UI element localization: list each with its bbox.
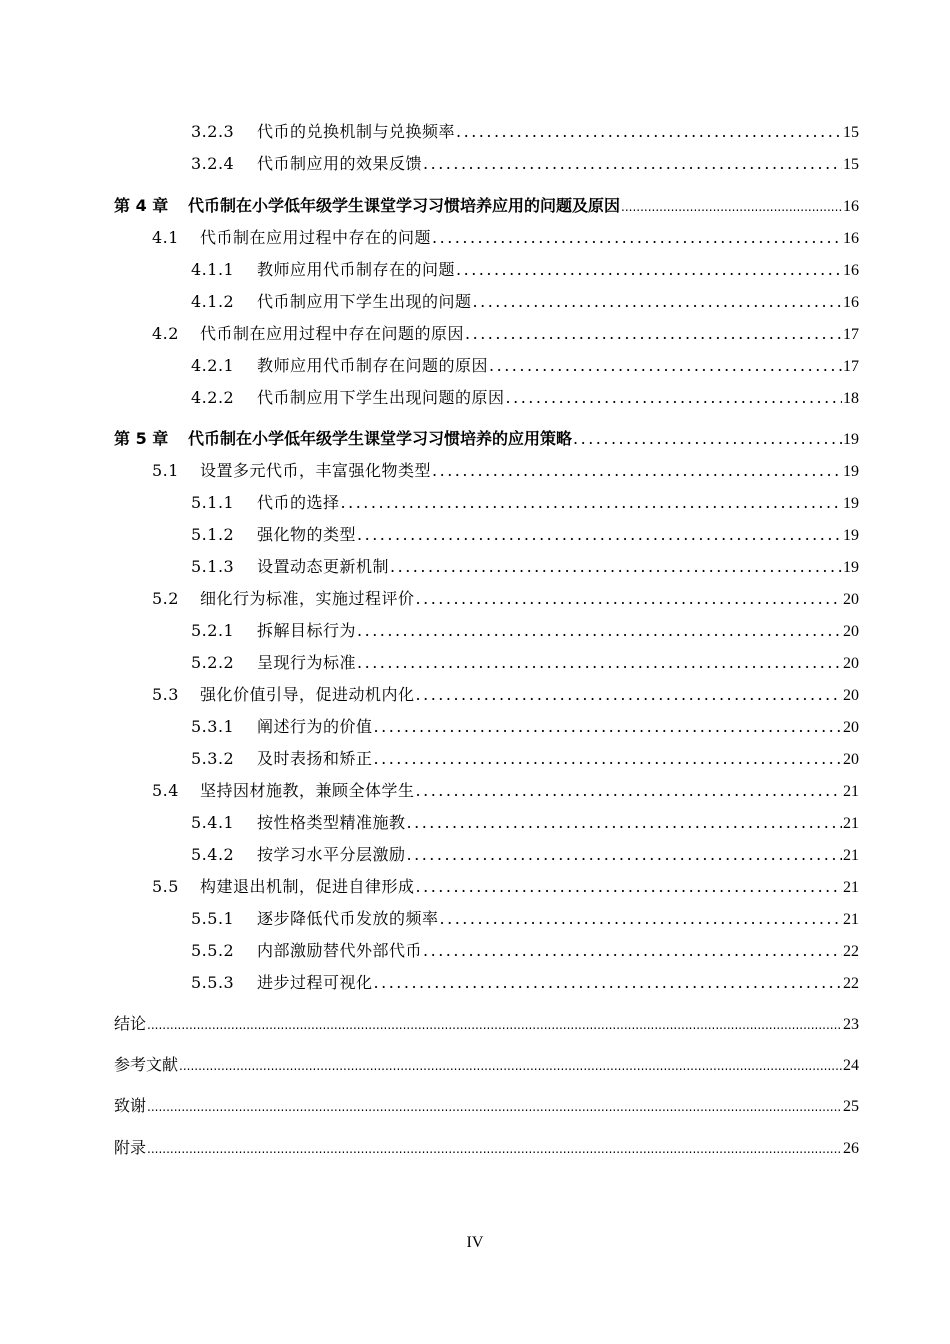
dot-leader bbox=[432, 226, 842, 250]
toc-entry[interactable] bbox=[0, 523, 950, 547]
toc-entry[interactable] bbox=[0, 875, 950, 899]
toc-entry-number: 5.5.2 bbox=[191, 941, 235, 960]
toc-chapter-entry[interactable] bbox=[0, 427, 950, 451]
dot-leader bbox=[374, 747, 842, 771]
toc-entry-number: 5.2 bbox=[152, 589, 179, 608]
toc-entry-number: 5.5 bbox=[152, 877, 179, 896]
toc-entry-page: 20 bbox=[843, 623, 859, 640]
toc-entry-number: 5.1 bbox=[152, 461, 179, 480]
toc-entry-title: 结论 bbox=[114, 1014, 147, 1033]
dot-leader bbox=[357, 523, 842, 547]
dot-leader bbox=[147, 1094, 842, 1119]
toc-entry-title: 强化价值引导，促进动机内化 bbox=[200, 685, 415, 704]
dot-leader bbox=[456, 258, 842, 282]
toc-entry-title: 按学习水平分层激励 bbox=[257, 845, 406, 864]
toc-entry-title: 细化行为标准，实施过程评价 bbox=[200, 589, 415, 608]
toc-entry-page: 17 bbox=[843, 358, 859, 375]
toc-entry-page: 19 bbox=[843, 495, 859, 512]
toc-entry-number: 5.1.1 bbox=[191, 493, 235, 512]
toc-entry[interactable] bbox=[0, 971, 950, 995]
toc-entry[interactable] bbox=[0, 619, 950, 643]
toc-entry-title: 参考文献 bbox=[114, 1055, 179, 1074]
toc-entry[interactable] bbox=[0, 587, 950, 611]
toc-entry-page: 20 bbox=[843, 687, 859, 704]
toc-entry-page: 22 bbox=[843, 943, 859, 960]
toc-entry-page: 15 bbox=[843, 124, 859, 141]
toc-entry[interactable] bbox=[0, 939, 950, 963]
toc-entry-number: 5.5.1 bbox=[191, 909, 235, 928]
dot-leader bbox=[465, 322, 842, 346]
dot-leader bbox=[341, 491, 842, 515]
dot-leader bbox=[621, 194, 842, 219]
toc-entry-page: 20 bbox=[843, 591, 859, 608]
dot-leader bbox=[432, 459, 842, 483]
toc-entry-page: 15 bbox=[843, 156, 859, 173]
dot-leader bbox=[473, 290, 842, 314]
dot-leader bbox=[416, 683, 842, 707]
toc-entry-title: 代币制在应用过程中存在问题的原因 bbox=[200, 324, 465, 343]
toc-entry[interactable] bbox=[0, 651, 950, 675]
toc-entry-title: 坚持因材施教，兼顾全体学生 bbox=[200, 781, 415, 800]
toc-entry-number: 3.2.4 bbox=[191, 154, 235, 173]
toc-entry-number: 4.1.1 bbox=[191, 260, 235, 279]
toc-entry-number: 4.2 bbox=[152, 324, 179, 343]
dot-leader bbox=[374, 971, 842, 995]
dot-leader bbox=[357, 651, 842, 675]
dot-leader bbox=[423, 939, 842, 963]
toc-entry[interactable] bbox=[0, 459, 950, 483]
chapter-title: 代币制在小学低年级学生课堂学习习惯培养应用的问题及原因 bbox=[188, 196, 621, 215]
dot-leader bbox=[407, 811, 842, 835]
toc-entry-number: 5.4 bbox=[152, 781, 179, 800]
dot-leader bbox=[489, 354, 842, 378]
toc-entry-number: 5.4.1 bbox=[191, 813, 235, 832]
toc-entry-title: 进步过程可视化 bbox=[257, 973, 373, 992]
toc-entry[interactable] bbox=[0, 290, 950, 314]
toc-entry[interactable] bbox=[0, 354, 950, 378]
toc-back-entry-appendix[interactable] bbox=[0, 1136, 950, 1160]
toc-back-entry-conclusion[interactable] bbox=[0, 1012, 950, 1036]
dot-leader bbox=[147, 1012, 842, 1037]
toc-entry-page: 25 bbox=[843, 1098, 859, 1115]
toc-chapter-entry[interactable] bbox=[0, 194, 950, 218]
toc-entry-title: 代币制应用下学生出现的问题 bbox=[257, 292, 472, 311]
toc-entry-number: 5.1.3 bbox=[191, 557, 235, 576]
toc-entry-title: 代币制应用的效果反馈 bbox=[257, 154, 423, 173]
toc-entry-number: 5.3.2 bbox=[191, 749, 235, 768]
toc-entry-number: 5.3 bbox=[152, 685, 179, 704]
toc-entry-page: 20 bbox=[843, 719, 859, 736]
dot-leader bbox=[374, 715, 842, 739]
toc-entry-title: 内部激励替代外部代币 bbox=[257, 941, 423, 960]
dot-leader bbox=[423, 152, 842, 176]
toc-entry-page: 19 bbox=[843, 431, 859, 448]
toc-entry-number: 5.2.1 bbox=[191, 621, 235, 640]
toc-entry-title: 拆解目标行为 bbox=[257, 621, 357, 640]
toc-entry-number: 4.2.2 bbox=[191, 388, 235, 407]
toc-entry-number: 4.2.1 bbox=[191, 356, 235, 375]
toc-entry-number: 5.3.1 bbox=[191, 717, 235, 736]
toc-entry-title: 代币的选择 bbox=[257, 493, 340, 512]
toc-entry-title: 设置多元代币，丰富强化物类型 bbox=[200, 461, 432, 480]
toc-entry-page: 26 bbox=[843, 1140, 859, 1157]
dot-leader bbox=[573, 427, 842, 451]
toc-entry-title: 逐步降低代币发放的频率 bbox=[257, 909, 439, 928]
toc-entry-number: 5.2.2 bbox=[191, 653, 235, 672]
toc-entry[interactable] bbox=[0, 555, 950, 579]
chapter-title: 代币制在小学低年级学生课堂学习习惯培养的应用策略 bbox=[188, 429, 573, 448]
toc-entry[interactable] bbox=[0, 907, 950, 931]
toc-entry-title: 代币的兑换机制与兑换频率 bbox=[257, 122, 456, 141]
dot-leader bbox=[416, 875, 842, 899]
toc-entry-number: 4.1 bbox=[152, 228, 179, 247]
dot-leader bbox=[456, 120, 842, 144]
toc-entry-title: 代币制在应用过程中存在的问题 bbox=[200, 228, 432, 247]
toc-entry[interactable] bbox=[0, 258, 950, 282]
toc-entry-page: 21 bbox=[843, 815, 859, 832]
toc-entry-title: 代币制应用下学生出现问题的原因 bbox=[257, 388, 505, 407]
toc-entry-title: 教师应用代币制存在的问题 bbox=[257, 260, 456, 279]
toc-entry-page: 20 bbox=[843, 655, 859, 672]
toc-entry-page: 19 bbox=[843, 527, 859, 544]
dot-leader bbox=[416, 779, 842, 803]
toc-entry-title: 教师应用代币制存在问题的原因 bbox=[257, 356, 489, 375]
toc-entry-title: 呈现行为标准 bbox=[257, 653, 357, 672]
toc-entry-title: 及时表扬和矫正 bbox=[257, 749, 373, 768]
chapter-number: 第 5 章 bbox=[114, 429, 169, 448]
dot-leader bbox=[506, 386, 842, 410]
toc-entry-page: 19 bbox=[843, 559, 859, 576]
toc-back-entry-acknowledgements[interactable] bbox=[0, 1094, 950, 1118]
toc-entry[interactable] bbox=[0, 152, 950, 176]
toc-entry[interactable] bbox=[0, 226, 950, 250]
toc-entry-title: 致谢 bbox=[114, 1096, 147, 1115]
toc-entry-page: 22 bbox=[843, 975, 859, 992]
toc-entry-page: 16 bbox=[843, 294, 859, 311]
toc-entry-title: 按性格类型精准施教 bbox=[257, 813, 406, 832]
toc-entry[interactable] bbox=[0, 386, 950, 410]
toc-entry-title: 附录 bbox=[114, 1138, 147, 1157]
toc-entry-page: 24 bbox=[843, 1057, 859, 1074]
toc-entry-number: 3.2.3 bbox=[191, 122, 235, 141]
toc-entry[interactable] bbox=[0, 811, 950, 835]
dot-leader bbox=[407, 843, 842, 867]
toc-entry[interactable] bbox=[0, 747, 950, 771]
dot-leader bbox=[416, 587, 842, 611]
toc-entry-page: 17 bbox=[843, 326, 859, 343]
toc-entry-page: 21 bbox=[843, 911, 859, 928]
toc-entry[interactable] bbox=[0, 715, 950, 739]
toc-entry-page: 21 bbox=[843, 783, 859, 800]
toc-entry-page: 19 bbox=[843, 463, 859, 480]
toc-entry-page: 16 bbox=[843, 230, 859, 247]
toc-entry-number: 4.1.2 bbox=[191, 292, 235, 311]
toc-entry-title: 构建退出机制，促进自律形成 bbox=[200, 877, 415, 896]
page-number-footer: IV bbox=[466, 1234, 484, 1251]
dot-leader bbox=[440, 907, 842, 931]
toc-entry[interactable] bbox=[0, 683, 950, 707]
dot-leader bbox=[390, 555, 842, 579]
toc-entry[interactable] bbox=[0, 120, 950, 144]
toc-entry-page: 21 bbox=[843, 879, 859, 896]
toc-entry-title: 设置动态更新机制 bbox=[257, 557, 390, 576]
toc-entry-page: 23 bbox=[843, 1016, 859, 1033]
dot-leader bbox=[179, 1053, 842, 1078]
toc-entry-page: 16 bbox=[843, 262, 859, 279]
toc-entry-page: 21 bbox=[843, 847, 859, 864]
toc-entry-title: 阐述行为的价值 bbox=[257, 717, 373, 736]
toc-back-entry-references[interactable] bbox=[0, 1053, 950, 1077]
toc-entry-page: 16 bbox=[843, 198, 859, 215]
toc-entry[interactable] bbox=[0, 491, 950, 515]
toc-entry-page: 20 bbox=[843, 751, 859, 768]
toc-entry-number: 5.4.2 bbox=[191, 845, 235, 864]
toc-entry[interactable] bbox=[0, 843, 950, 867]
toc-entry-number: 5.1.2 bbox=[191, 525, 235, 544]
toc-entry[interactable] bbox=[0, 322, 950, 346]
toc-entry-title: 强化物的类型 bbox=[257, 525, 357, 544]
toc-entry-number: 5.5.3 bbox=[191, 973, 235, 992]
toc-entry[interactable] bbox=[0, 779, 950, 803]
dot-leader bbox=[357, 619, 842, 643]
dot-leader bbox=[147, 1136, 842, 1161]
toc-entry-page: 18 bbox=[843, 390, 859, 407]
chapter-number: 第 4 章 bbox=[114, 196, 169, 215]
